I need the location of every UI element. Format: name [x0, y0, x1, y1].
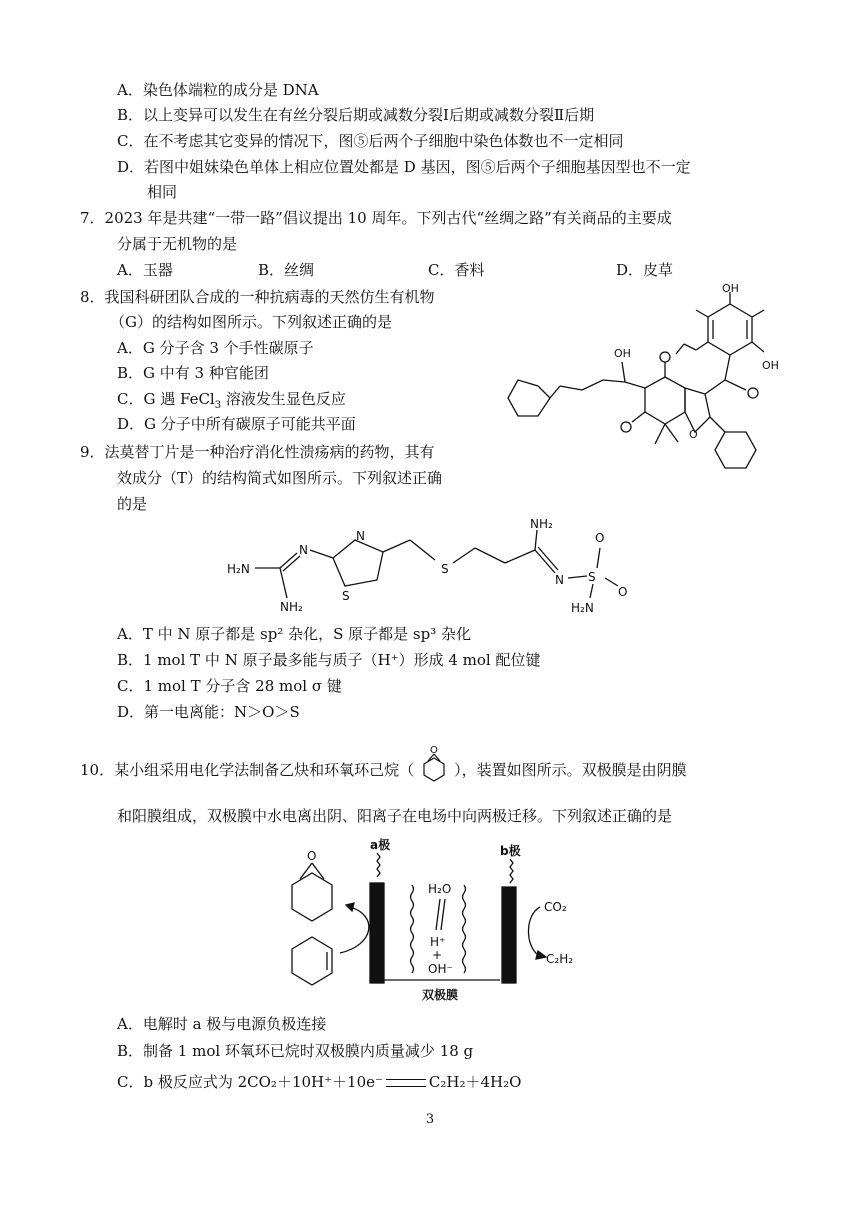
epoxycyclohexane-icon — [414, 744, 454, 784]
q10-stem-continued: 和阳膜组成，双极膜中水电离出阴、阳离子在电场中向两极迁移。下列叙述正确的是 — [117, 807, 673, 825]
enol-oh-label: OH — [614, 347, 631, 360]
nitrogen-label: N — [555, 573, 564, 587]
q10-option-c: C．b 极反应式为 2CO₂＋10H⁺＋10e⁻ C₂H₂＋4H₂O — [117, 1073, 522, 1091]
svg-text:O: O — [307, 849, 317, 863]
proton-label: H⁺ — [430, 935, 446, 949]
c2h2-label: C₂H₂ — [546, 952, 574, 966]
amine-label: NH₂ — [530, 518, 553, 531]
q7-stem-continued: 分属于无机物的是 — [117, 235, 238, 253]
ring-nitrogen-label: N — [356, 529, 365, 543]
q7-option-a: A．玉器 — [117, 261, 173, 279]
q6-option-d-continued: 相同 — [147, 183, 178, 201]
hydroxide-label: OH⁻ — [428, 962, 453, 976]
q6-option-c: C．在不考虑其它变异的情况下，图⑤后两个子细胞中染色体数也不一定相同 — [117, 132, 624, 150]
a-electrode-label: a极 — [370, 838, 391, 852]
q6-option-b: B．以上变异可以发生在有丝分裂后期或减数分裂Ⅰ后期或减数分裂Ⅱ后期 — [117, 106, 595, 124]
amine-label: H₂N — [227, 562, 250, 576]
ring-oxygen-label: O — [689, 428, 698, 441]
sulfur-label: S — [441, 562, 449, 576]
svg-text:O: O — [430, 745, 438, 756]
q8-option-a: A．G 分子含 3 个手性碳原子 — [117, 339, 314, 357]
ring-sulfur-label: S — [342, 589, 350, 603]
page-number: 3 — [425, 1112, 435, 1127]
plus-sign: + — [432, 948, 443, 962]
equals-arrow — [386, 1079, 426, 1087]
oh-label: OH — [762, 359, 779, 372]
q9-option-a: A．T 中 N 原子都是 sp² 杂化，S 原子都是 sp³ 杂化 — [117, 625, 472, 643]
q10-option-a: A．电解时 a 极与电源负极连接 — [117, 1015, 327, 1033]
q8-molecule-structure — [500, 282, 800, 482]
q9-stem: 9．法莫替丁片是一种治疗消化性溃疡病的药物，其有 — [80, 443, 435, 461]
q7-stem: 7．2023 年是共建“一带一路”倡议提出 10 周年。下列古代“丝绸之路”有关商品的主要成 — [80, 209, 672, 227]
co2-label: CO₂ — [544, 900, 567, 914]
nitrogen-label: N — [299, 543, 308, 557]
q8-option-b: B．G 中有 3 种官能团 — [117, 364, 269, 382]
q9-option-c: C．1 mol T 分子含 28 mol σ 键 — [117, 677, 342, 695]
oxygen-label: O — [618, 585, 628, 599]
q10-option-b: B．制备 1 mol 环氧环已烷时双极膜内质量减少 18 g — [117, 1042, 474, 1060]
q6-option-d: D．若图中姐妹染色单体上相应位置处都是 D 基因，图⑤后两个子细胞基因型也不一定 — [117, 158, 691, 176]
q6-option-a: A．染色体端粒的成分是 DNA — [117, 81, 319, 99]
water-label: H₂O — [428, 882, 452, 896]
q8-option-c: C．G 遇 FeCl$_3$ 溶液发生显色反应 — [117, 390, 346, 411]
q10-stem: 10．某小组采用电化学法制备乙炔和环氧环己烷（ O ），装置如图所示。双极膜是由阴膜 — [80, 758, 687, 784]
oh-label: OH — [722, 282, 739, 295]
b-electrode-label: b极 — [500, 844, 521, 858]
q10-electrolysis-diagram — [280, 835, 590, 1005]
membrane-label: 双极膜 — [422, 988, 459, 1002]
oxygen-label: O — [595, 531, 605, 545]
q8-stem: 8．我国科研团队合成的一种抗病毒的天然仿生有机物 — [80, 288, 435, 306]
q7-option-d: D．皮草 — [616, 261, 674, 279]
q9-option-b: B．1 mol T 中 N 原子最多能与质子（H⁺）形成 4 mol 配位键 — [117, 651, 541, 669]
q7-option-c: C．香料 — [428, 261, 485, 279]
q9-stem-end: 的是 — [117, 495, 148, 513]
q9-famotidine-structure — [225, 518, 645, 618]
q8-option-d: D．G 分子中所有碳原子可能共平面 — [117, 415, 356, 433]
q9-option-d: D．第一电离能：N＞O＞S — [117, 703, 300, 721]
sulfonyl-sulfur-label: S — [588, 570, 596, 584]
q8-stem-continued: （G）的结构如图所示。下列叙述正确的是 — [110, 313, 392, 331]
amine-label: NH₂ — [280, 600, 303, 614]
sulfonamide-amine-label: H₂N — [571, 601, 594, 615]
q7-option-b: B．丝绸 — [258, 261, 315, 279]
q9-stem-continued: 效成分（T）的结构简式如图所示。下列叙述正确 — [117, 469, 443, 487]
